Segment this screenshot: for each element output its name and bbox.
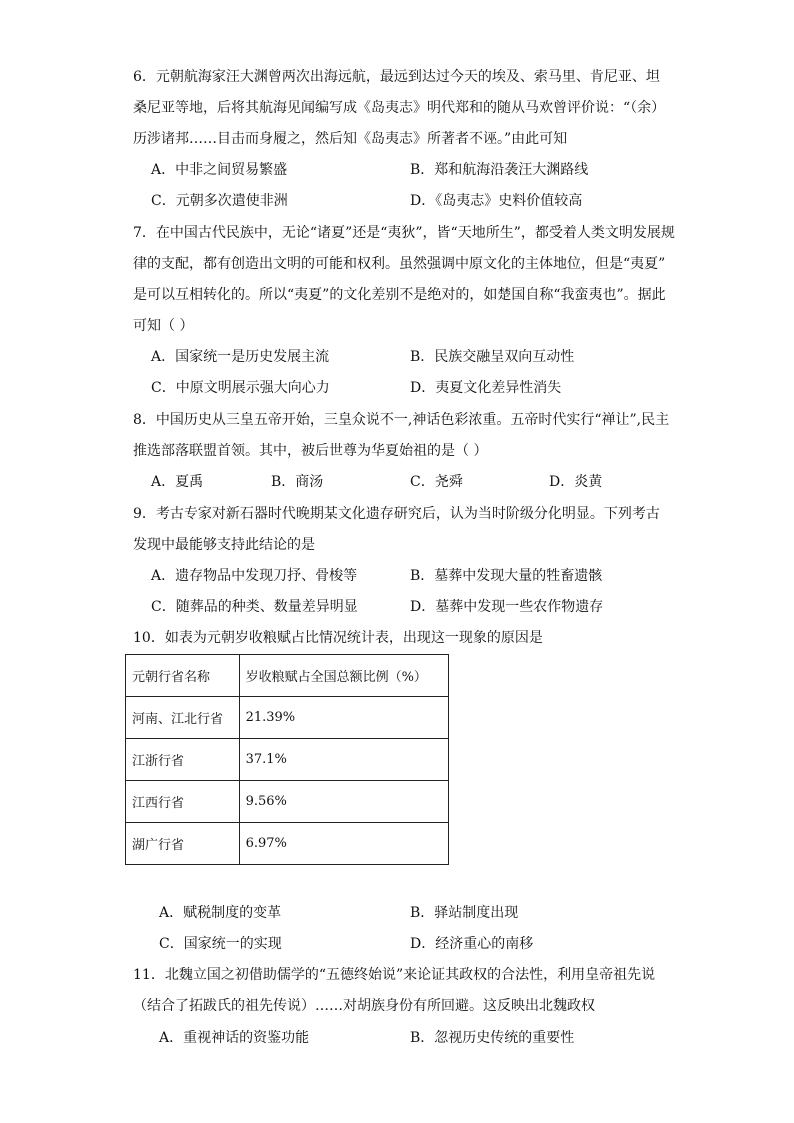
table-cell: 湖广行省 — [126, 823, 240, 865]
question-text-line: 10．如表为元朝岁收粮赋占比情况统计表，出现这一现象的原因是 — [133, 630, 543, 646]
question-text-line: 桑尼亚等地，后将其航海见闻编写成《岛夷志》明代郑和的随从马欢曾评价说：“（余） — [133, 100, 666, 116]
option-d: D．夷夏文化差异性消失 — [410, 380, 562, 396]
question-text-line: 发现中最能够支持此结论的是 — [133, 537, 315, 553]
option-a: A．遗存物品中发现刀抒、骨梭等 — [151, 568, 358, 584]
option-c: C．国家统一的实现 — [159, 936, 282, 952]
question-text-line: 9．考古专家对新石器时代晚期某文化遗存研究后，认为当时阶级分化明显。下列考古 — [133, 506, 660, 522]
question-text-line: 11．北魏立国之初借助儒学的“五德终始说”来论证其政权的合法性，利用皇帝祖先说 — [133, 967, 656, 983]
option-b: B．商汤 — [271, 474, 324, 490]
option-d: D．墓葬中发现一些农作物遗存 — [410, 599, 604, 615]
option-a: A．国家统一是历史发展主流 — [151, 349, 330, 365]
table-cell: 37.1% — [239, 739, 448, 781]
table-row — [126, 823, 449, 865]
table-header-cell: 元朝行省名称 — [126, 655, 240, 697]
option-b: B．忽视历史传统的重要性 — [410, 1030, 575, 1046]
table-cell: 9.56% — [239, 781, 448, 823]
option-a: A．夏禹 — [151, 474, 204, 490]
option-d: D．经济重心的南移 — [410, 936, 534, 952]
question-text-line: 历涉诸邦……目击而身履之，然后知《岛夷志》所著者不诬。”由此可知 — [133, 131, 568, 147]
table-header-cell: 岁收粮赋占全国总额比例（%） — [239, 655, 448, 697]
option-a: A．赋税制度的变革 — [159, 905, 282, 921]
option-c: C．中原文明展示强大向心力 — [151, 380, 330, 396]
option-c: C．元朝多次遣使非洲 — [151, 193, 288, 209]
question-text-line: 是可以互相转化的。所以“夷夏”的文化差别不是绝对的，如楚国自称“我蛮夷也”。据此 — [133, 287, 666, 303]
table-row — [126, 697, 449, 739]
question-text-line: 律的支配，都有创造出文明的可能和权利。虽然强调中原文化的主体地位，但是“夷夏” — [133, 256, 666, 272]
question-text-line: （结合了拓跋氏的祖先传说）……对胡族身份有所回避。这反映出北魏政权 — [133, 998, 595, 1014]
question-text-line: 可知（ ） — [133, 318, 194, 334]
question-text-line: 推选部落联盟首领。其中，被后世尊为华夏始祖的是（ ） — [133, 443, 488, 459]
option-d: D．炎黄 — [549, 474, 603, 490]
option-b: B．驿站制度出现 — [410, 905, 519, 921]
question-text-line: 8．中国历史从三皇五帝开始，三皇众说不一,神话色彩浓重。五帝时代实行“禅让”,民主 — [133, 412, 670, 428]
option-c: C．尧舜 — [410, 474, 463, 490]
grain-tax-table — [125, 654, 449, 865]
table-header-row — [126, 655, 449, 697]
option-b: B．墓葬中发现大量的牲畜遗骸 — [410, 568, 603, 584]
option-d: D．《岛夷志》史料价值较高 — [410, 193, 583, 209]
question-text-line: 7．在中国古代民族中，无论“诸夏”还是“夷狄”，皆“天地所生”，都受着人类文明发展规 — [133, 225, 675, 241]
table-row — [126, 781, 449, 823]
option-b: B．民族交融呈双向互动性 — [410, 349, 575, 365]
table-row — [126, 739, 449, 781]
table-cell: 河南、江北行省 — [126, 697, 240, 739]
table-cell: 江浙行省 — [126, 739, 240, 781]
table-cell: 6.97% — [239, 823, 448, 865]
table-cell: 21.39% — [239, 697, 448, 739]
table-cell: 江西行省 — [126, 781, 240, 823]
option-a: A．重视神话的资鉴功能 — [159, 1030, 310, 1046]
question-text-line: 6．元朝航海家汪大渊曾两次出海远航，最远到达过今天的埃及、索马里、肯尼亚、坦 — [133, 69, 660, 85]
option-c: C．随葬品的种类、数量差异明显 — [151, 599, 358, 615]
option-b: B．郑和航海沿袭汪大渊路线 — [410, 162, 589, 178]
option-a: A．中非之间贸易繁盛 — [151, 162, 288, 178]
